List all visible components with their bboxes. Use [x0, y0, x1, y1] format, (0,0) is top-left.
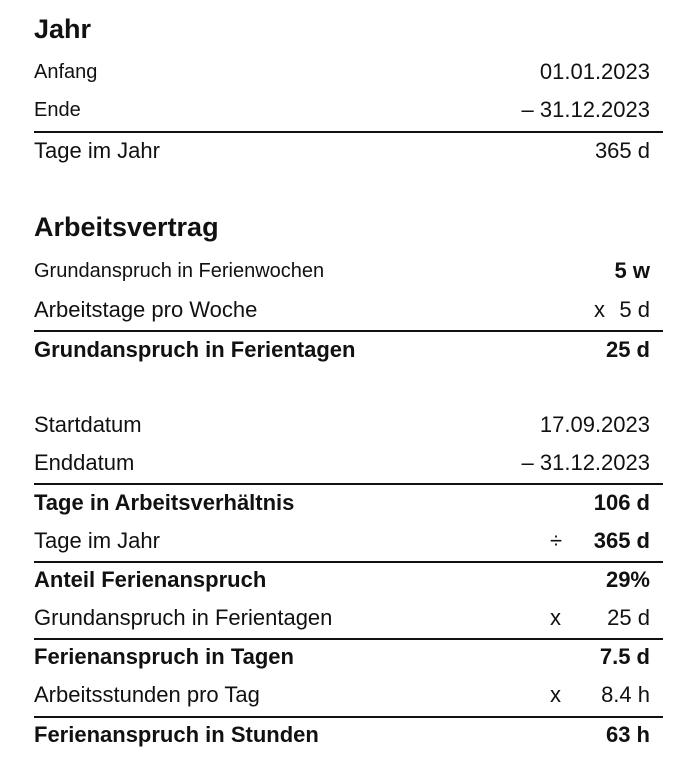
- multiply-operator: x: [550, 605, 561, 630]
- tage-im-jahr-value: 365 d: [594, 138, 650, 163]
- ende-label: Ende: [34, 99, 81, 121]
- grundanspruch-ferientage-value: 25 d: [605, 337, 650, 362]
- enddatum-value: – 31.12.2023: [521, 450, 650, 475]
- row-arbeitstage: [34, 291, 650, 329]
- grundanspruch-multiplier-value: 25 d: [607, 605, 650, 630]
- arbeitstage-operator: x: [594, 297, 605, 322]
- section-title-jahr: Jahr: [34, 14, 92, 44]
- row-ende: [34, 91, 650, 129]
- arbeitsstunden-label: Arbeitsstunden pro Tag: [34, 682, 260, 707]
- row-anteil-ferienanspruch: [34, 561, 650, 599]
- tage-im-jahr-divisor-value: 365 d: [593, 528, 650, 553]
- arbeitsstunden-value: 8.4 h: [601, 682, 650, 707]
- anfang-label: Anfang: [34, 61, 98, 83]
- row-anfang: [34, 53, 650, 91]
- row-arbeitsstunden: [34, 676, 650, 714]
- ferienwochen-value: 5 w: [614, 258, 650, 283]
- row-startdatum: [34, 406, 650, 444]
- ferienanspruch-stunden-label: Ferienanspruch in Stunden: [34, 722, 319, 747]
- tage-arbeitsverhaeltnis-value: 106 d: [593, 490, 650, 515]
- row-tage-im-jahr: [34, 132, 650, 170]
- row-ferienanspruch-tage: [34, 638, 650, 676]
- row-ferienwochen: [34, 252, 650, 290]
- enddatum-label: Enddatum: [34, 450, 135, 475]
- row-enddatum: [34, 444, 650, 482]
- startdatum-label: Startdatum: [34, 412, 142, 437]
- tage-arbeitsverhaeltnis-label: Tage in Arbeitsverhältnis: [34, 490, 295, 515]
- anfang-value: 01.01.2023: [539, 59, 650, 84]
- grundanspruch-ferientage-label: Grundanspruch in Ferientagen: [34, 337, 356, 362]
- row-grundanspruch-ferientage: [34, 331, 650, 369]
- arbeitstage-value: 5 d: [619, 297, 650, 322]
- row-ferienanspruch-stunden: [34, 716, 650, 754]
- ende-value: – 31.12.2023: [521, 97, 650, 122]
- arbeitstage-label: Arbeitstage pro Woche: [34, 297, 258, 322]
- ferienanspruch-tage-label: Ferienanspruch in Tagen: [34, 644, 294, 669]
- row-grundanspruch-multiplier: [34, 599, 650, 637]
- tage-im-jahr-label: Tage im Jahr: [34, 138, 160, 163]
- ferienwochen-label: Grundanspruch in Ferienwochen: [34, 260, 325, 282]
- tage-im-jahr-divisor-label: Tage im Jahr: [34, 528, 160, 553]
- anteil-ferienanspruch-value: 29%: [605, 567, 650, 592]
- row-tage-arbeitsverhaeltnis: [34, 484, 650, 522]
- multiply-operator: x: [550, 682, 561, 707]
- anteil-ferienanspruch-label: Anteil Ferienanspruch: [34, 567, 267, 592]
- grundanspruch-multiplier-label: Grundanspruch in Ferientagen: [34, 605, 333, 630]
- ferienanspruch-stunden-value: 63 h: [605, 722, 650, 747]
- startdatum-value: 17.09.2023: [539, 412, 650, 437]
- divide-operator: ÷: [550, 528, 563, 553]
- ferienanspruch-tage-value: 7.5 d: [599, 644, 650, 669]
- section-title-arbeitsvertrag: Arbeitsvertrag: [34, 212, 219, 242]
- row-tage-im-jahr-divisor: [34, 522, 650, 560]
